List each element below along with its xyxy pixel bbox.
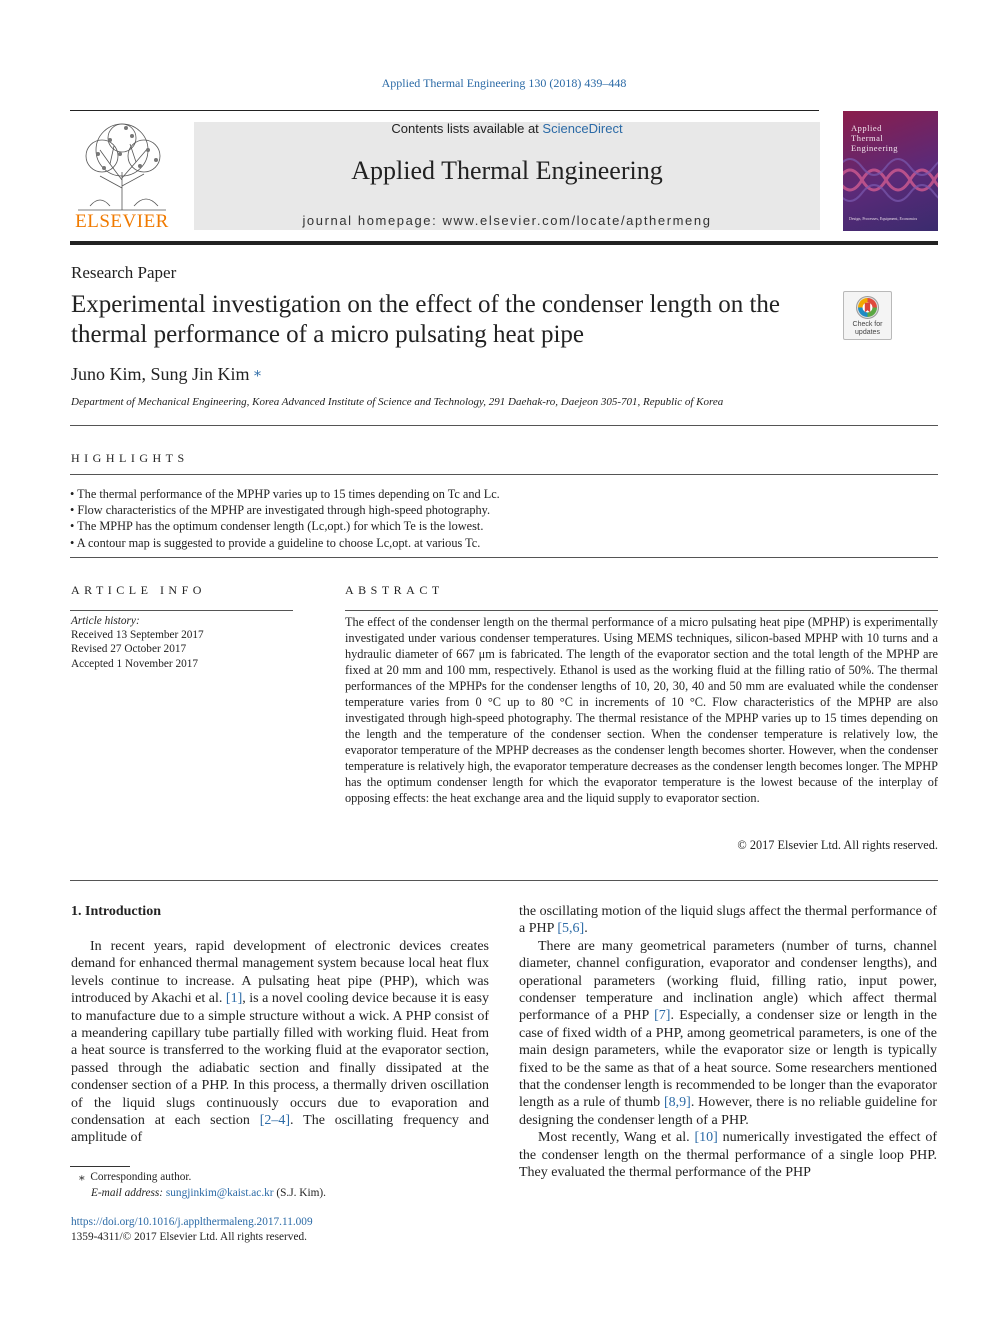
crossmark-label <box>844 321 891 337</box>
author-list <box>71 364 261 385</box>
divider-rule <box>70 880 938 881</box>
cover-title-line: Engineering <box>851 143 899 153</box>
article-type: Research Paper <box>71 263 177 282</box>
corresponding-label: Corresponding author. <box>90 1171 192 1183</box>
affiliation: Department of Mechanical Engineering, Korea Advanced Institute of Science and Technology, 291 Daehak-ro, Daejeon 305-701, Republic of Korea <box>71 396 724 408</box>
article-history <box>71 614 204 671</box>
email-suffix: (S.J. Kim). <box>273 1187 326 1199</box>
paragraph <box>519 903 937 938</box>
paragraph-text: There are many geometrical parameters (number of turns, channel diameter, channel configuration, evaporator and condenser lengths), and operational parameters (working fluid, filling ratio, input power, condenser temperature and inclination angle) which affect thermal performance of a PHP <box>519 938 937 1024</box>
corresponding-author-note <box>71 1169 326 1201</box>
footnote-line <box>71 1185 326 1201</box>
received-date: Received 13 September 2017 <box>71 629 204 642</box>
check-for-updates-button[interactable] <box>843 291 892 340</box>
highlight-item: • The thermal performance of the MPHP varies up to 15 times depending on Tc and Lc. <box>70 487 500 501</box>
crossmark-label-line: updates <box>855 329 880 336</box>
paragraph-text: In recent years, rapid development of electronic devices creates demand for enhanced thermal management system because local heat flux levels continue to increase. A pulsating heat pipe (PHP), which was introduced by Akachi et al. <box>71 939 489 1007</box>
title-line-2: thermal performance of a micro pulsating heat pipe <box>71 321 584 348</box>
cover-title <box>851 123 898 153</box>
contents-line <box>194 121 820 136</box>
top-rule <box>70 110 819 111</box>
reference-link[interactable]: [10] <box>694 1130 718 1146</box>
paragraph <box>519 1129 937 1181</box>
homepage-prefix: journal homepage: <box>302 213 443 228</box>
highlight-item: • Flow characteristics of the MPHP are investigated through high-speed photography. <box>70 503 491 518</box>
cover-pattern-icon <box>843 155 938 205</box>
footnote-mark: ⁎ <box>79 1171 85 1183</box>
abstract-text: The effect of the condenser length on the thermal performance of a micro pulsating heat pipe (MPHP) is experimentally investigated under various condenser temperatures. Using MEMS techniques, silicon-based MPHP with 10 turns and a hydraulic diameter of 667 μm is fabricated. The length of the evaporator section and the total length of the MPHP are fixed at 20 mm and 100 mm, respectively. Ethanol is used as the working fluid at the filling ratio of 50%. The thermal performances of the MPHPs for the condenser lengths of 10, 20, 30, 40 and 50 mm are evaluated while the condenser temperature varies from 0 °C up to 80 °C in increments of 10 °C. Flow characteristics of the MPHP are also investigated through high-speed photography. The thermal resistance of the MPHP varies up to 15 times depending on the length and the temperature of the condenser section. When the condenser temperature is relatively low, the evaporator temperature of the MPHP decreases as the condenser length becomes shorter. However, when the condenser temperature is relatively high, the evaporator temperature decreases as the condenser length becomes longer. The MPHP has the optimum condenser length for which the evaporator temperature is the lowest because of the interplay of opposing effects: the heat exchange area and the liquid supply to evaporator section. <box>345 615 938 805</box>
divider-rule <box>70 557 938 558</box>
highlight-text: The thermal performance of the MPHP varies up to 15 times depending on Tc and Lc. <box>77 487 500 501</box>
journal-name: Applied Thermal Engineering <box>351 156 663 185</box>
corresponding-author-mark[interactable]: ⁎ <box>254 365 262 380</box>
cover-title-line: Thermal <box>851 133 884 143</box>
authors-text: Juno Kim, Sung Jin Kim <box>71 364 250 384</box>
highlight-text: Flow characteristics of the MPHP are investigated through high-speed photography. <box>77 503 491 518</box>
reference-link[interactable]: [2–4] <box>259 1113 291 1129</box>
history-label: Article history: <box>71 615 140 627</box>
title-line-1: Experimental investigation on the effect of the condenser length on the <box>71 291 781 318</box>
divider-rule <box>70 425 938 426</box>
abstract-copyright: © 2017 Elsevier Ltd. All rights reserved. <box>737 838 938 852</box>
highlight-item: • The MPHP has the optimum condenser length (Lc,opt.) for which Te is the lowest. <box>70 519 484 534</box>
elsevier-logo <box>70 120 174 212</box>
footnote-rule <box>70 1166 130 1167</box>
cover-title-line: Applied <box>851 123 882 133</box>
abstract-heading: ABSTRACT <box>345 583 444 597</box>
reference-link[interactable]: [5,6] <box>557 921 585 937</box>
paragraph-text: the oscillating motion of the liquid slugs affect the thermal performance of a PHP <box>519 904 937 937</box>
section-heading: 1. Introduction <box>71 904 161 919</box>
paragraph-text: . However, there is no reliable guideline for designing the condenser length of a PHP. <box>519 1095 937 1128</box>
elsevier-tree-icon <box>70 120 174 212</box>
crossmark-label-line: Check for <box>852 321 883 328</box>
highlight-item: • A contour map is suggested to provide a guideline to choose Lc,opt. at various Tc. <box>70 535 481 550</box>
reference-link[interactable]: [1] <box>225 991 243 1007</box>
paragraph-text: . <box>584 921 588 937</box>
paragraph-text: . The oscillating frequency and amplitude of <box>71 1113 489 1146</box>
crossmark-icon <box>855 295 880 320</box>
journal-homepage <box>194 213 820 228</box>
contents-prefix: Contents lists available at <box>391 121 543 136</box>
divider-rule <box>70 474 938 475</box>
highlight-text: The MPHP has the optimum condenser length (Lc,opt.) for which Te is the lowest. <box>77 519 484 534</box>
paragraph-text: . Especially, a condenser size or length in the case of fixed width of a PHP, among geometrical parameters, is one of the main design parameters, while the evaporator size or length is typically fixed to be the same as that of a heat source. Some researchers mentioned that the condenser length is recommended to be longer than the evaporator length as a rule of thumb <box>519 1008 937 1111</box>
email-label: E-mail address: <box>91 1187 166 1199</box>
paragraph-text: numerically investigated the effect of the condenser length on the thermal performance of a single loop PHP. They evaluated the thermal performance of the PHP <box>519 1130 937 1181</box>
revised-date: Revised 27 October 2017 <box>71 643 187 656</box>
footnote-line <box>71 1169 326 1185</box>
journal-citation[interactable]: Applied Thermal Engineering 130 (2018) 439–448 <box>381 76 627 90</box>
sciencedirect-link[interactable]: ScienceDirect <box>542 121 623 136</box>
article-info-heading: ARTICLE INFO <box>71 583 206 597</box>
divider-rule <box>70 610 293 611</box>
body-column-left <box>71 938 489 1147</box>
reference-link[interactable]: [8,9] <box>663 1095 691 1111</box>
homepage-url[interactable]: www.elsevier.com/locate/apthermeng <box>442 213 712 228</box>
paragraph-text: , is a novel cooling device because it is easy to manufacture due to a simple structure without a wick. A PHP consist of a meandering capillary tube partially filled with working fluid. Heat from a heat source is transferred to the working fluid at the evaporator section, passed through the adiabatic section and finally dissipated at the condenser section of a PHP. In this process, a thermally driven oscillation of the liquid slugs continuously occurs due to evaporation and condensation at each section <box>71 991 490 1129</box>
highlight-text: A contour map is suggested to provide a guideline to choose Lc,opt. at various Tc. <box>76 535 481 550</box>
accepted-date: Accepted 1 November 2017 <box>71 657 199 670</box>
divider-rule <box>345 610 938 611</box>
paragraph <box>71 938 489 1147</box>
highlights-heading: HIGHLIGHTS <box>71 451 189 465</box>
article-title <box>71 290 831 350</box>
issn-copyright: 1359-4311/© 2017 Elsevier Ltd. All rights reserved. <box>71 1231 307 1243</box>
journal-cover <box>843 111 938 231</box>
body-column-right <box>519 903 937 1182</box>
cover-footer: Design, Processes, Equipment, Economics <box>849 216 918 221</box>
reference-link[interactable]: [7] <box>654 1008 671 1024</box>
highlights-list <box>70 486 940 551</box>
publisher-wordmark: ELSEVIER <box>75 211 169 232</box>
masthead-thick-rule <box>70 241 938 245</box>
paragraph-text: Most recently, Wang et al. <box>538 1130 695 1146</box>
email-link[interactable]: sungjinkim@kaist.ac.kr <box>165 1187 274 1199</box>
paragraph <box>519 938 937 1129</box>
article-footer <box>71 1215 313 1245</box>
doi-link[interactable]: https://doi.org/10.1016/j.applthermaleng.2017.11.009 <box>71 1216 313 1228</box>
